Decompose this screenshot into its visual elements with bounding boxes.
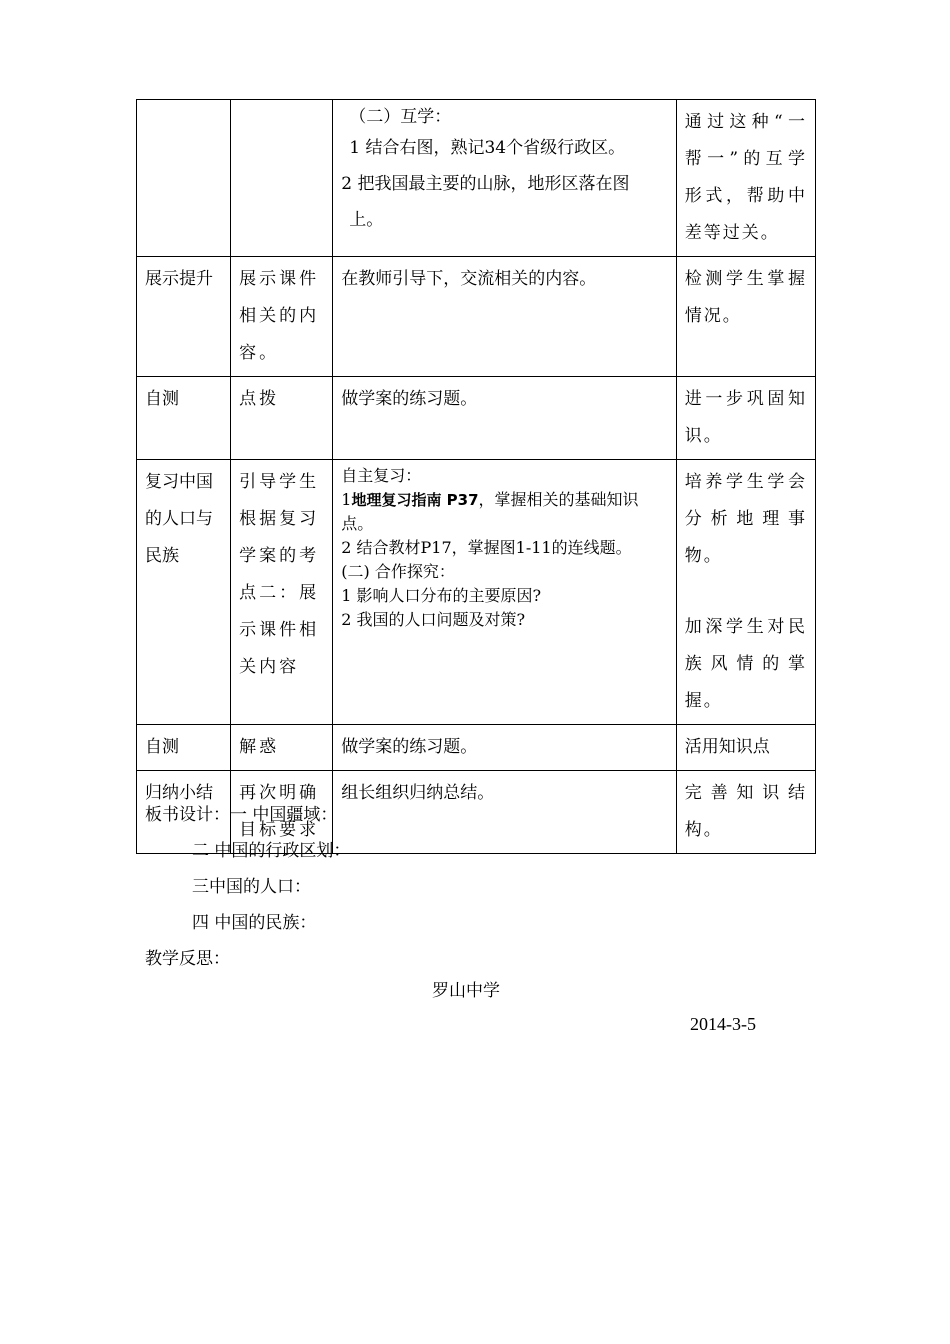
text-line: ，掌握相关的基础知识点。 <box>341 490 639 533</box>
cell-stage: 复习中国的人口与民族 <box>137 460 231 725</box>
cell-student: 在教师引导下，交流相关的内容。 <box>333 257 677 377</box>
text-line: 2 结合教材P17，掌握图1-11的连线题。 <box>341 538 632 557</box>
text-line: （二）互学： <box>349 107 452 127</box>
cell-intent: 通过这种“一帮一”的互学形式，帮助中差等过关。 <box>676 100 815 257</box>
table-row <box>137 725 816 771</box>
text-line: 培养学生学会分析地理事物。 <box>684 472 807 566</box>
text-line: 加深学生对民族风情的掌握。 <box>684 617 807 711</box>
cell-stage: 自测 <box>137 377 231 460</box>
spacer <box>685 575 807 609</box>
cell-stage: 归纳小结 <box>137 771 231 854</box>
cell-intent: 进一步巩固知识。 <box>676 377 815 460</box>
text-line: 1 结合右图，熟记34个省级行政区。 <box>349 138 626 158</box>
cell-teacher: 解惑 <box>231 725 333 771</box>
text-line: 1 影响人口分布的主要原因? <box>341 586 542 605</box>
cell-student: 组长组织归纳总结。 <box>333 771 677 854</box>
text-line <box>341 488 668 536</box>
lesson-plan-table <box>136 99 816 854</box>
guide-reference: 地理复习指南 P37 <box>351 491 479 509</box>
board-line: 二 中国的行政区划： <box>192 841 351 861</box>
text-line: 2 我国的人口问题及对策? <box>341 610 526 629</box>
cell-teacher: 展示课件相关的内容。 <box>231 257 333 377</box>
text-line: (二) 合作探究： <box>341 562 455 581</box>
cell-intent: 检测学生掌握情况。 <box>676 257 815 377</box>
cell-teacher: 点拨 <box>231 377 333 460</box>
cell-student <box>333 100 677 257</box>
text-line: 自主复习： <box>341 466 422 485</box>
board-design-heading: 板书设计：一 中国疆域： <box>145 805 338 825</box>
table-row <box>137 377 816 460</box>
board-line: 三中国的人口： <box>192 877 311 897</box>
board-line: 四 中国的民族： <box>192 913 317 933</box>
cell-student <box>333 460 677 725</box>
item-number: 1 <box>341 490 352 509</box>
cell-intent <box>676 460 815 725</box>
cell-teacher: 再次明确目标要求 <box>231 771 333 854</box>
text-line: 2 把我国最主要的山脉，地形区落在图 <box>341 174 630 194</box>
text-line: 上。 <box>349 210 384 230</box>
table-row <box>137 460 816 725</box>
table-row <box>137 257 816 377</box>
cell-intent: 活用知识点 <box>676 725 815 771</box>
cell-stage <box>137 100 231 257</box>
cell-teacher <box>231 100 333 257</box>
document-date: 2014-3-5 <box>690 1014 756 1034</box>
school-name: 罗山中学 <box>432 981 500 1001</box>
cell-teacher: 引导学生根据复习学案的考点二：展示课件相关内容 <box>231 460 333 725</box>
cell-stage: 展示提升 <box>137 257 231 377</box>
cell-intent: 完善知识结构。 <box>676 771 815 854</box>
cell-student: 做学案的练习题。 <box>333 377 677 460</box>
table-row <box>137 100 816 257</box>
reflection-heading: 教学反思： <box>145 949 230 969</box>
cell-student: 做学案的练习题。 <box>333 725 677 771</box>
cell-stage: 自测 <box>137 725 231 771</box>
